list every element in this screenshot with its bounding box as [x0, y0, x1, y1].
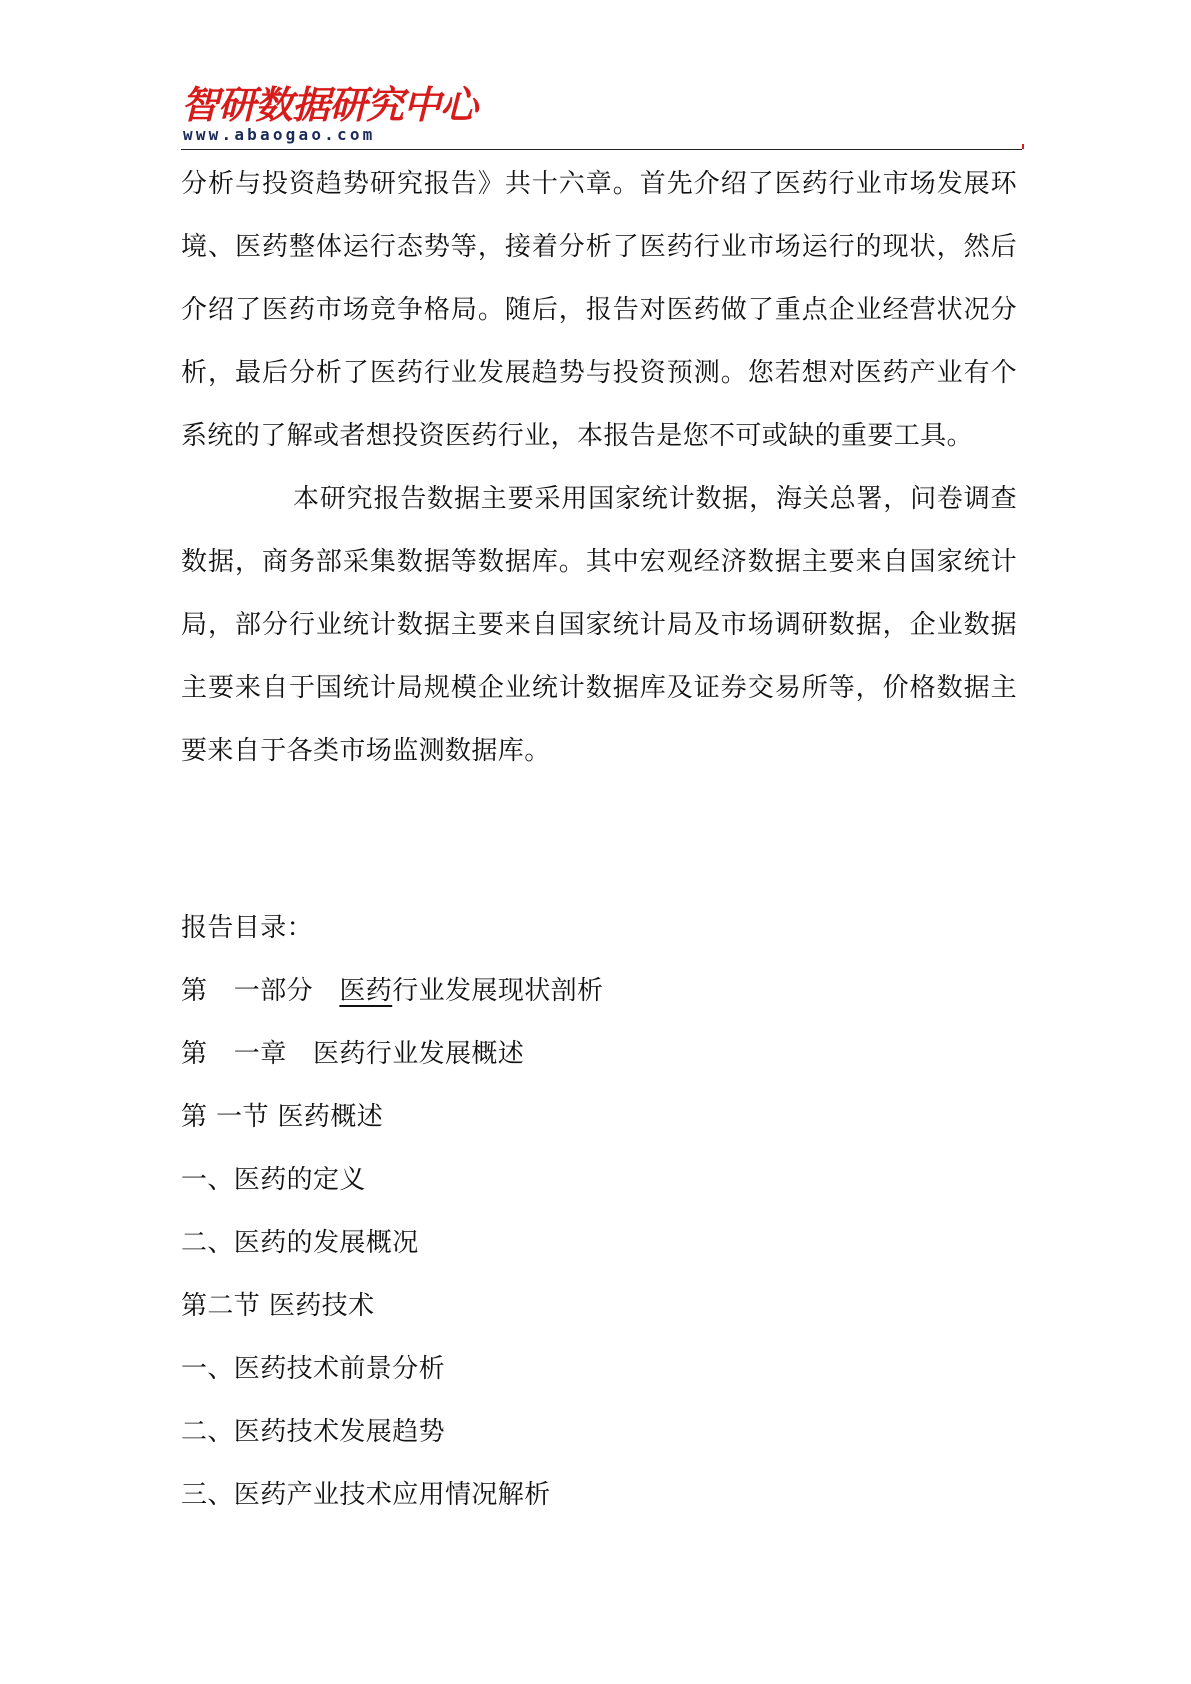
document-body: [181, 153, 1017, 1527]
toc-item: 一、医药的定义: [181, 1165, 366, 1195]
header-divider: [181, 149, 1022, 150]
header-divider-mark: [1022, 144, 1024, 149]
toc-part-1-keyword: 医药: [339, 976, 393, 1006]
toc-item: 二、医药技术发展趋势: [181, 1417, 446, 1447]
toc-part-1: [181, 960, 1017, 1023]
toc-part-1-prefix: 第 一部分: [181, 976, 340, 1006]
toc-item: 一、医药技术前景分析: [181, 1354, 446, 1384]
toc-item: 三、医药产业技术应用情况解析: [181, 1480, 551, 1510]
intro-paragraph: 分析与投资趋势研究报告》共十六章。首先介绍了医药行业市场发展环境、医药整体运行态势等，接着分析了医药行业市场运行的现状，然后介绍了医药市场竞争格局。随后，报告对医药做了重点企业经营状况分析，最后分析了医药行业发展趋势与投资预测。您若想对医药产业有个系统的了解或者想投资医药行业，本报告是您不可或缺的重要工具。: [181, 169, 1017, 451]
toc-section-1: 第 一节 医药概述: [181, 1102, 384, 1132]
page-header: [181, 84, 1022, 150]
logo-url: www.abaogao.com: [183, 125, 376, 144]
data-source-paragraph: 本研究报告数据主要采用国家统计数据，海关总署，问卷调查数据，商务部采集数据等数据库。其中宏观经济数据主要来自国家统计局，部分行业统计数据主要来自国家统计局及市场调研数据，企业数据主要来自于国统计局规模企业统计数据库及证券交易所等，价格数据主要来自于各类市场监测数据库。: [181, 484, 1017, 766]
toc-item: 二、医药的发展概况: [181, 1228, 419, 1258]
logo-title: 智研数据研究中心: [181, 83, 478, 127]
spacer: [181, 783, 1017, 897]
toc-heading: 报告目录：: [181, 913, 314, 943]
toc-part-1-suffix: 行业发展现状剖析: [392, 976, 604, 1006]
toc-section-2: 第二节 医药技术: [181, 1291, 375, 1321]
toc-chapter-1: 第 一章 医药行业发展概述: [181, 1039, 525, 1069]
